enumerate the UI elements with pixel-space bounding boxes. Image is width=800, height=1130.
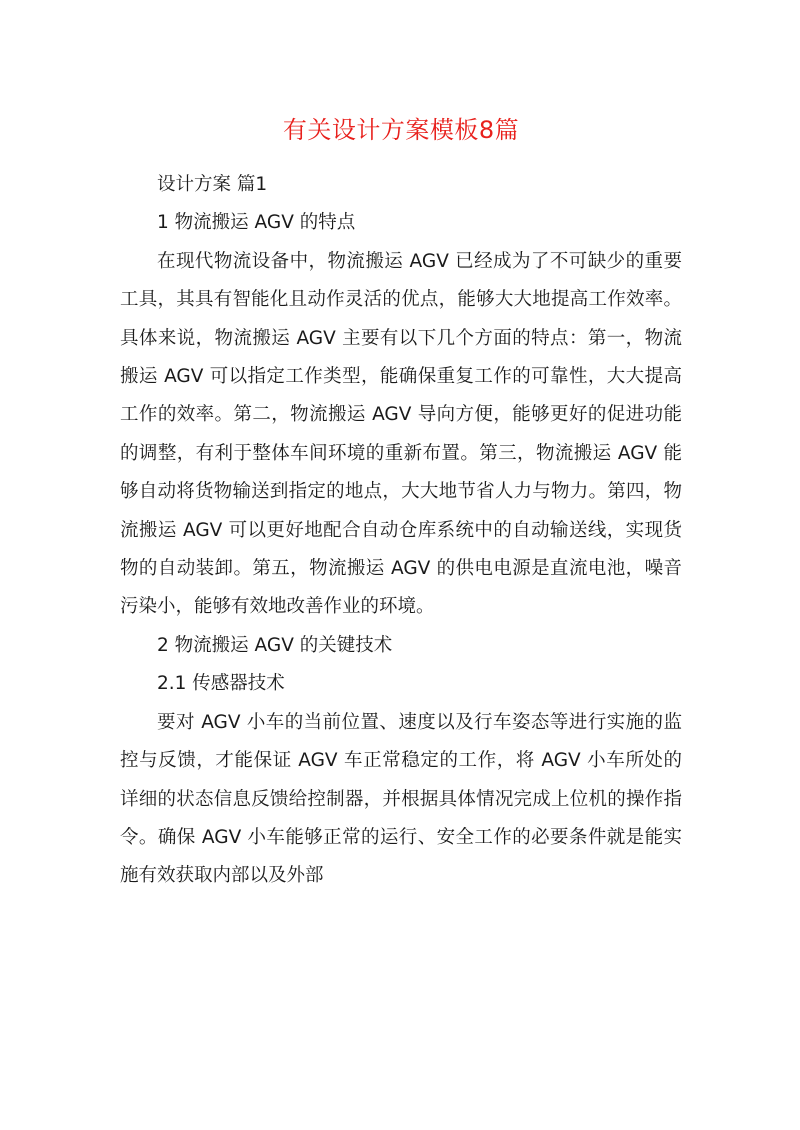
section-heading: 1 物流搬运 AGV 的特点 <box>157 212 356 234</box>
section-heading: 设计方案 篇1 <box>157 174 268 195</box>
body-paragraph: 要对 AGV 小车的当前位置、速度以及行车姿态等进行实施的监控与反馈，才能保证 AGV 车正常稳定的工作，将 AGV 小车所处的详细的状态信息反馈给控制器，并根据具体情况完成上位机的操作指令。确保 AGV 小车能够正常的运行、安全工作的必要条件就是能实施有效获取内部以及外部 <box>120 711 682 887</box>
document-page <box>120 0 682 1130</box>
section-heading: 2 物流搬运 AGV 的关键技术 <box>157 634 393 656</box>
body-paragraph: 在现代物流设备中，物流搬运 AGV 已经成为了不可缺少的重要工具，其具有智能化且动作灵活的优点，能够大大地提高工作效率。具体来说，物流搬运 AGV 主要有以下几个方面的特点：第一，物流搬运 AGV 可以指定工作类型，能确保重复工作的可靠性，大大提高工作的效率。第二，物流搬运 AGV 导向方便，能够更好的促进功能的调整，有利于整体车间环境的重新布置。第三，物流搬运 AGV 能够自动将货物输送到指定的地点，大大地节省人力与物力。第四，物流搬运 AGV 可以更好地配合自动仓库系统中的自动输送线，实现货物的自动装卸。第五，物流搬运 AGV 的供电电源是直流电池，噪音污染小，能够有效地改善作业的环境。 <box>120 250 682 618</box>
document-body <box>120 166 682 896</box>
subsection-heading: 2.1 传感器技术 <box>157 673 285 695</box>
document-title: 有关设计方案模板8篇 <box>282 116 520 144</box>
